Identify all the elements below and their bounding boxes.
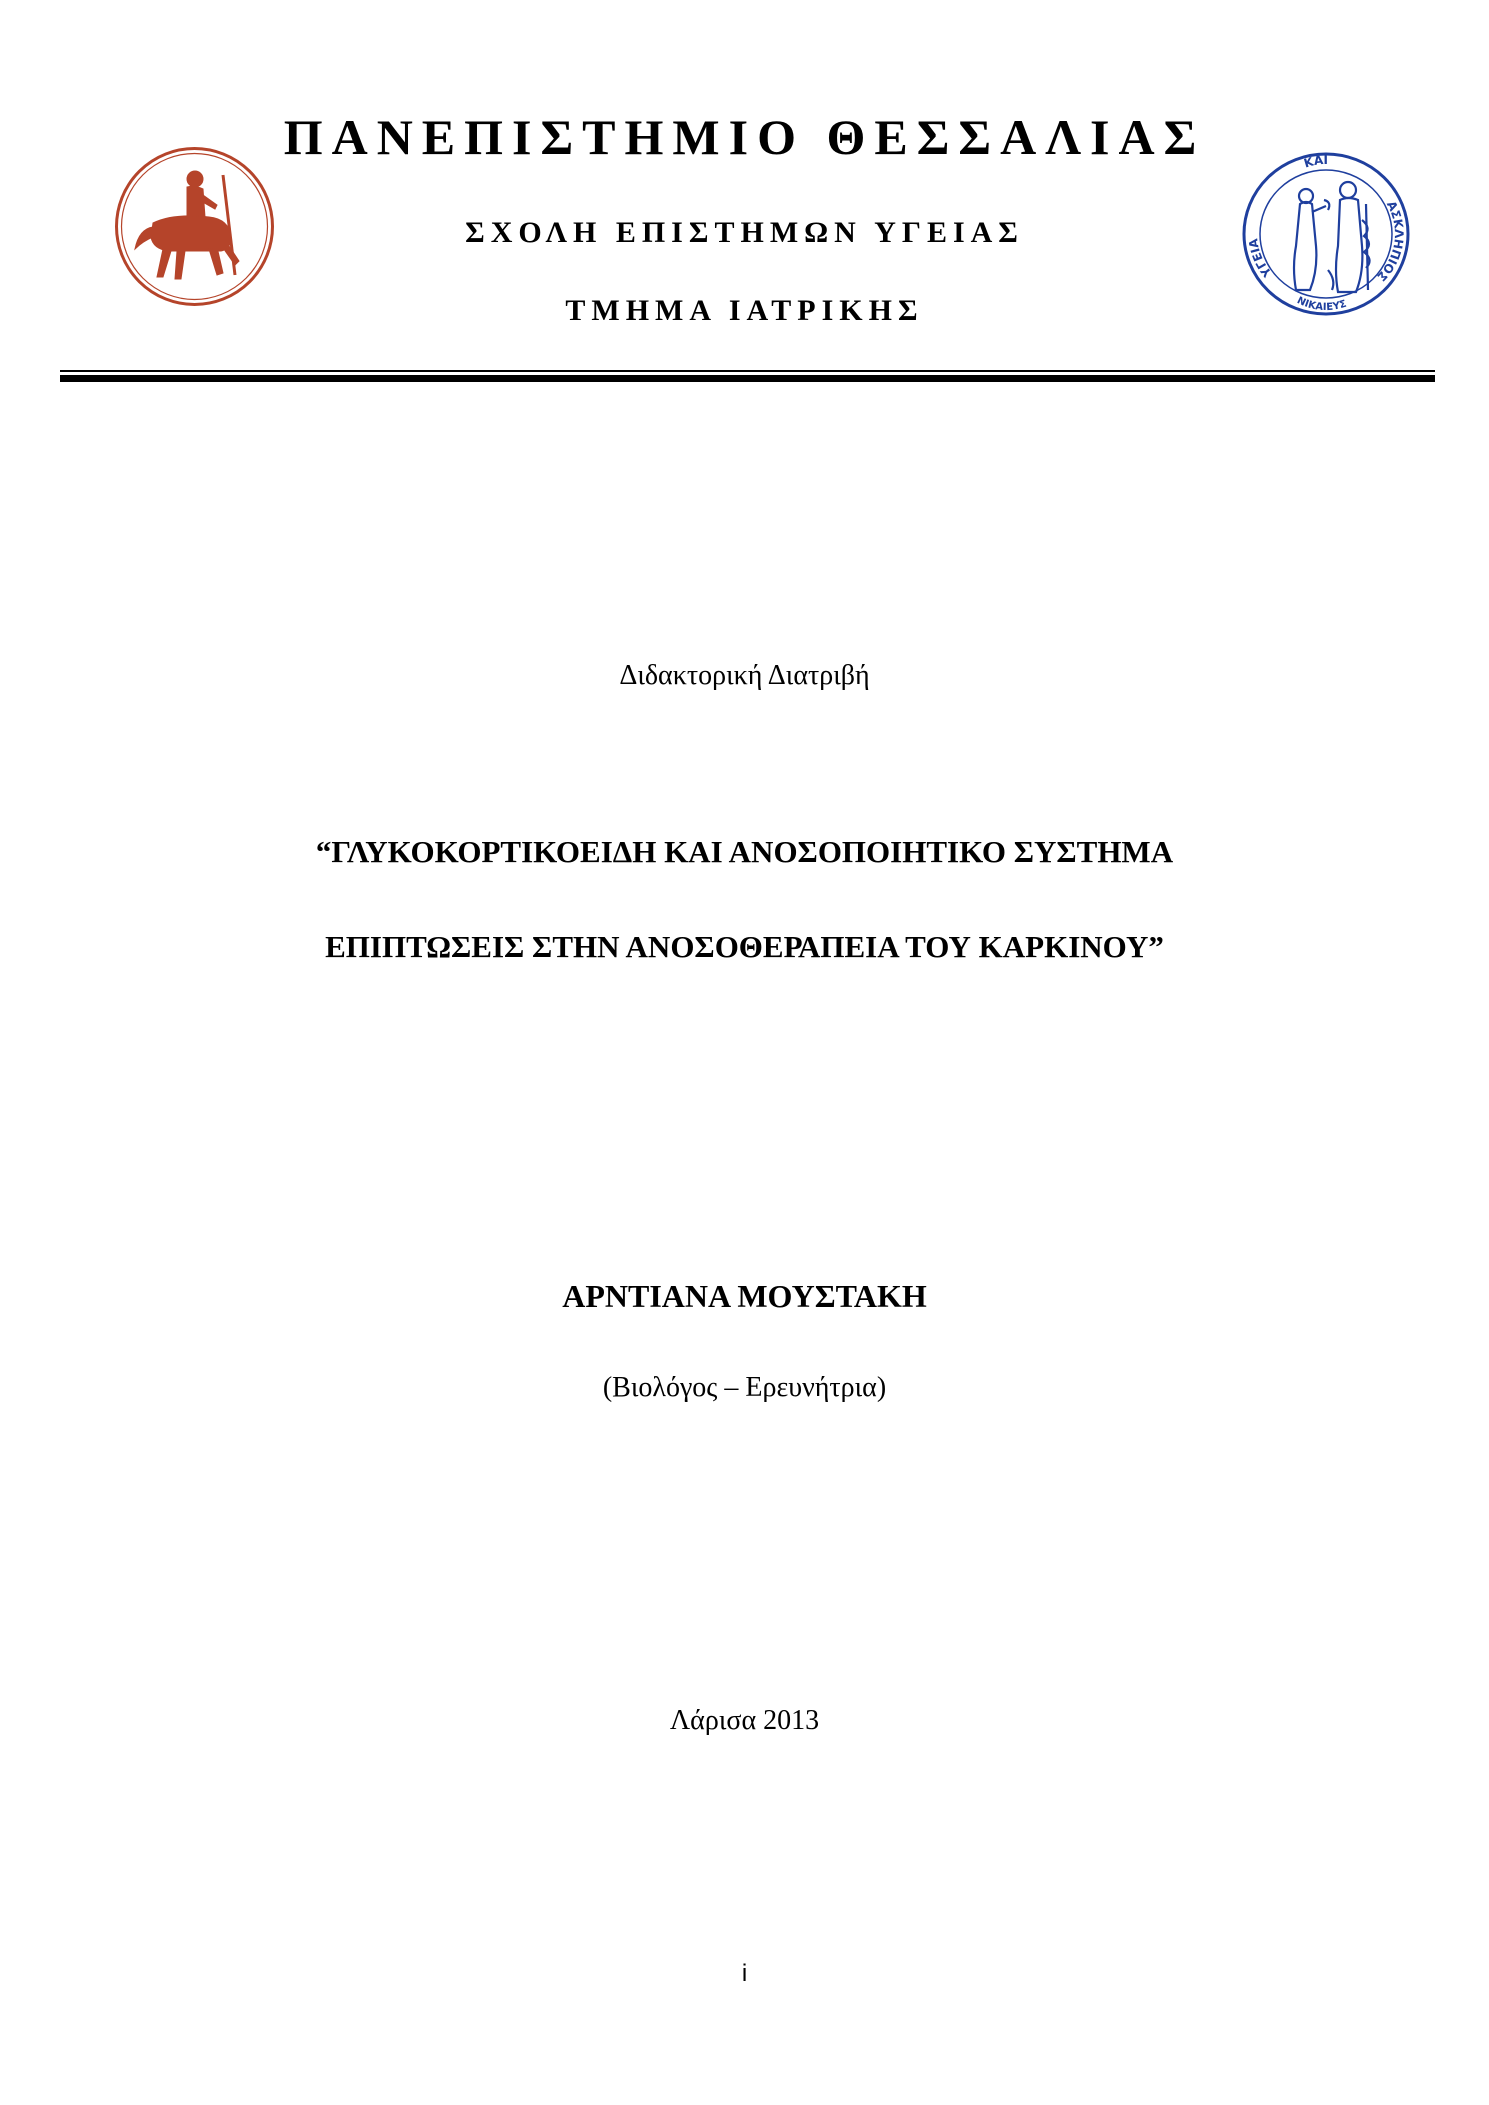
school-name: ΣΧΟΛΗ ΕΠΙΣΤΗΜΩΝ ΥΓΕΙΑΣ (465, 216, 1024, 249)
document-type: Διδακτορική Διατριβή (619, 660, 870, 691)
hygeia-asklepios-seal-logo (1240, 150, 1412, 318)
centaur-icon (113, 145, 276, 308)
university-name: ΠΑΝΕΠΙΣΤΗΜΙΟ ΘΕΣΣΑΛΙΑΣ (283, 109, 1206, 165)
place-and-year: Λάρισα 2013 (669, 1705, 820, 1736)
thesis-title-line-2: ΕΠΙΠΤΩΣΕΙΣ ΣΤΗΝ ΑΝΟΣΟΘΕΡΑΠΕΙΑ ΤΟΥ ΚΑΡΚΙΝΟΥ” (325, 929, 1164, 964)
seal-text-top: ΚΑΙ (1302, 152, 1329, 171)
author-name: ΑΡΝΤΙΑΝΑ ΜΟΥΣΤΑΚΗ (562, 1278, 927, 1314)
department-name: ΤΜΗΜΑ ΙΑΤΡΙΚΗΣ (565, 294, 924, 327)
thesis-title-line-1: “ΓΛΥΚΟΚΟΡΤΙΚΟΕΙΔΗ ΚΑΙ ΑΝΟΣΟΠΟΙΗΤΙΚΟ ΣΥΣΤΗΜΑ (315, 834, 1174, 869)
page-number: i (741, 1960, 748, 1987)
hygeia-asklepios-icon (1240, 150, 1412, 318)
seal-text-left: ΥΓΕΙΑ (1246, 237, 1275, 280)
centaur-seal-logo (113, 145, 276, 308)
seal-text-bottom: ΝΙΚΑΙΕΥΣ (1295, 295, 1348, 314)
header-rule-thick (60, 375, 1435, 382)
header-rule-thin (60, 370, 1435, 372)
author-role: (Βιολόγος – Ερευνήτρια) (602, 1372, 887, 1403)
seal-text-right: ΑΣΚΛΗΠΙΟΣ (1374, 198, 1406, 284)
